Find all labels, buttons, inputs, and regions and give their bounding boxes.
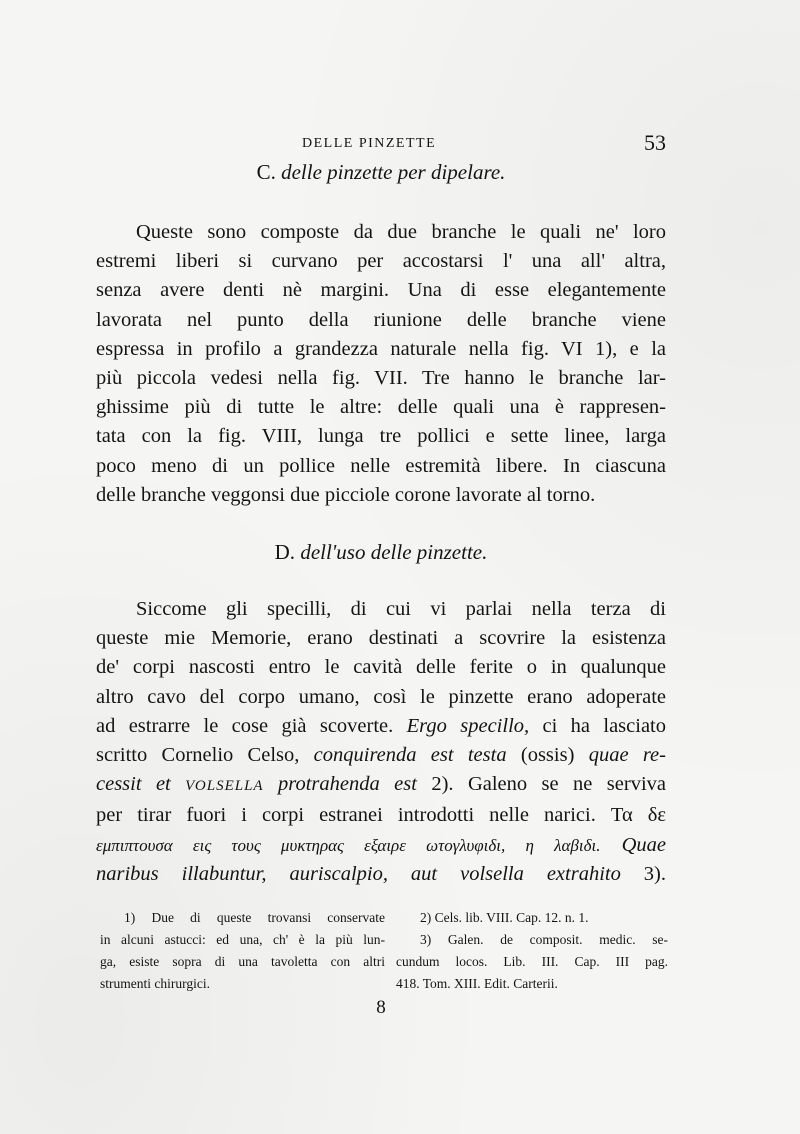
- text-run: ci ha lasciato: [529, 714, 666, 737]
- latin-quote: cessit et: [96, 773, 186, 796]
- greek-quote: εμπιπτουσα εις τους μυκτηρας εξαιρε ωτογλυφιδι, η λαβιδι.: [96, 835, 601, 855]
- latin-quote: quae re-: [588, 744, 666, 767]
- text-line: [96, 770, 666, 801]
- section-title: delle pinzette per dipelare.: [281, 160, 506, 184]
- footnote-line: 3) Galen. de composit. medic. se-: [420, 932, 668, 947]
- section-heading-d: [96, 540, 666, 565]
- latin-term-volsella: VOLSELLA: [185, 778, 264, 795]
- text-line: [96, 712, 666, 741]
- section-label: C.: [256, 160, 276, 184]
- text-line: [96, 860, 666, 889]
- text-line: espressa in profilo a grandezza naturale nella fig. VI 1), e la: [96, 337, 666, 360]
- text-line: più piccola vedesi nella fig. VII. Tre hanno le branche lar-: [96, 367, 666, 390]
- footnote-line: cundum locos. Lib. III. Cap. III pag.: [396, 954, 668, 969]
- footnote-ref: 3).: [620, 862, 667, 885]
- paragraph-1: [96, 218, 666, 510]
- text-line: de' corpi nascosti entro le cavità delle ferite o in qualunque: [96, 656, 666, 679]
- footnotes-right-column: [396, 907, 668, 995]
- latin-quote: Quae: [600, 833, 666, 856]
- paragraph-2: [96, 595, 666, 889]
- text-line: [96, 831, 666, 860]
- text-run: scritto Cornelio Celso,: [96, 744, 314, 767]
- latin-quote: Ergo specillo,: [406, 714, 530, 737]
- section-heading-c: [96, 160, 666, 185]
- footnote-line: 1) Due di queste trovansi conservate: [124, 910, 385, 925]
- signature-mark: 8: [376, 997, 386, 1018]
- footnote-line: strumenti chirurgici.: [100, 976, 210, 991]
- footnote-line: in alcuni astucci: ed una, ch' è la più lun-: [100, 932, 385, 947]
- text-run: 2). Galeno se ne serviva: [416, 773, 667, 796]
- footnote-line: 418. Tom. XIII. Edit. Carterii.: [396, 976, 558, 991]
- text-line: estremi liberi si curvano per accostarsi l' una all' altra,: [96, 250, 666, 273]
- text-run: per tirar fuori i corpi estranei introdotti nelle narici.: [96, 804, 596, 827]
- text-line: tata con la fig. VIII, lunga tre pollici e sette linee, larga: [96, 425, 666, 448]
- text-run: ad estrarre le cose già scoverte.: [96, 714, 407, 737]
- text-line: poco meno di un pollice nelle estremità libere. In ciascuna: [96, 454, 666, 477]
- page-number: 53: [644, 130, 666, 155]
- text-line: Queste sono composte da due branche le quali ne' loro: [136, 221, 666, 243]
- text-line: lavorata nel punto della riunione delle branche viene: [96, 308, 666, 331]
- text-line: [96, 741, 666, 770]
- footnote-line: 2) Cels. lib. VIII. Cap. 12. n. 1.: [420, 910, 589, 925]
- running-title: DELLE PINZETTE: [302, 136, 437, 151]
- latin-quote: conquirenda est testa: [313, 744, 507, 767]
- page-header: [96, 130, 666, 158]
- text-line: ghissime più di tutte le altre: delle quali una è rappresen-: [96, 396, 666, 419]
- text-line: altro cavo del corpo umano, così le pinzette erano adoperate: [96, 685, 666, 708]
- text-line: Siccome gli specilli, di cui vi parlai nella terza di: [136, 598, 666, 620]
- greek-quote: Τα δε: [595, 804, 666, 827]
- footnotes-left-column: [100, 907, 385, 995]
- section-label: D.: [274, 540, 296, 564]
- text-line: [96, 801, 666, 830]
- text-run: (ossis): [506, 744, 589, 767]
- text-line: senza avere denti nè margini. Una di esse elegantemente: [96, 279, 666, 302]
- latin-quote: naribus illabuntur, auriscalpio, aut volsella extrahito: [96, 862, 621, 885]
- text-line: queste mie Memorie, erano destinati a scovrire la esistenza: [96, 627, 666, 650]
- footnote-line: ga, esiste sopra di una tavoletta con altri: [100, 954, 385, 969]
- section-title: dell'uso delle pinzette.: [300, 540, 488, 564]
- latin-quote: protrahenda est: [263, 773, 417, 796]
- text-line: delle branche veggonsi due picciole corone lavorate al torno.: [96, 483, 596, 506]
